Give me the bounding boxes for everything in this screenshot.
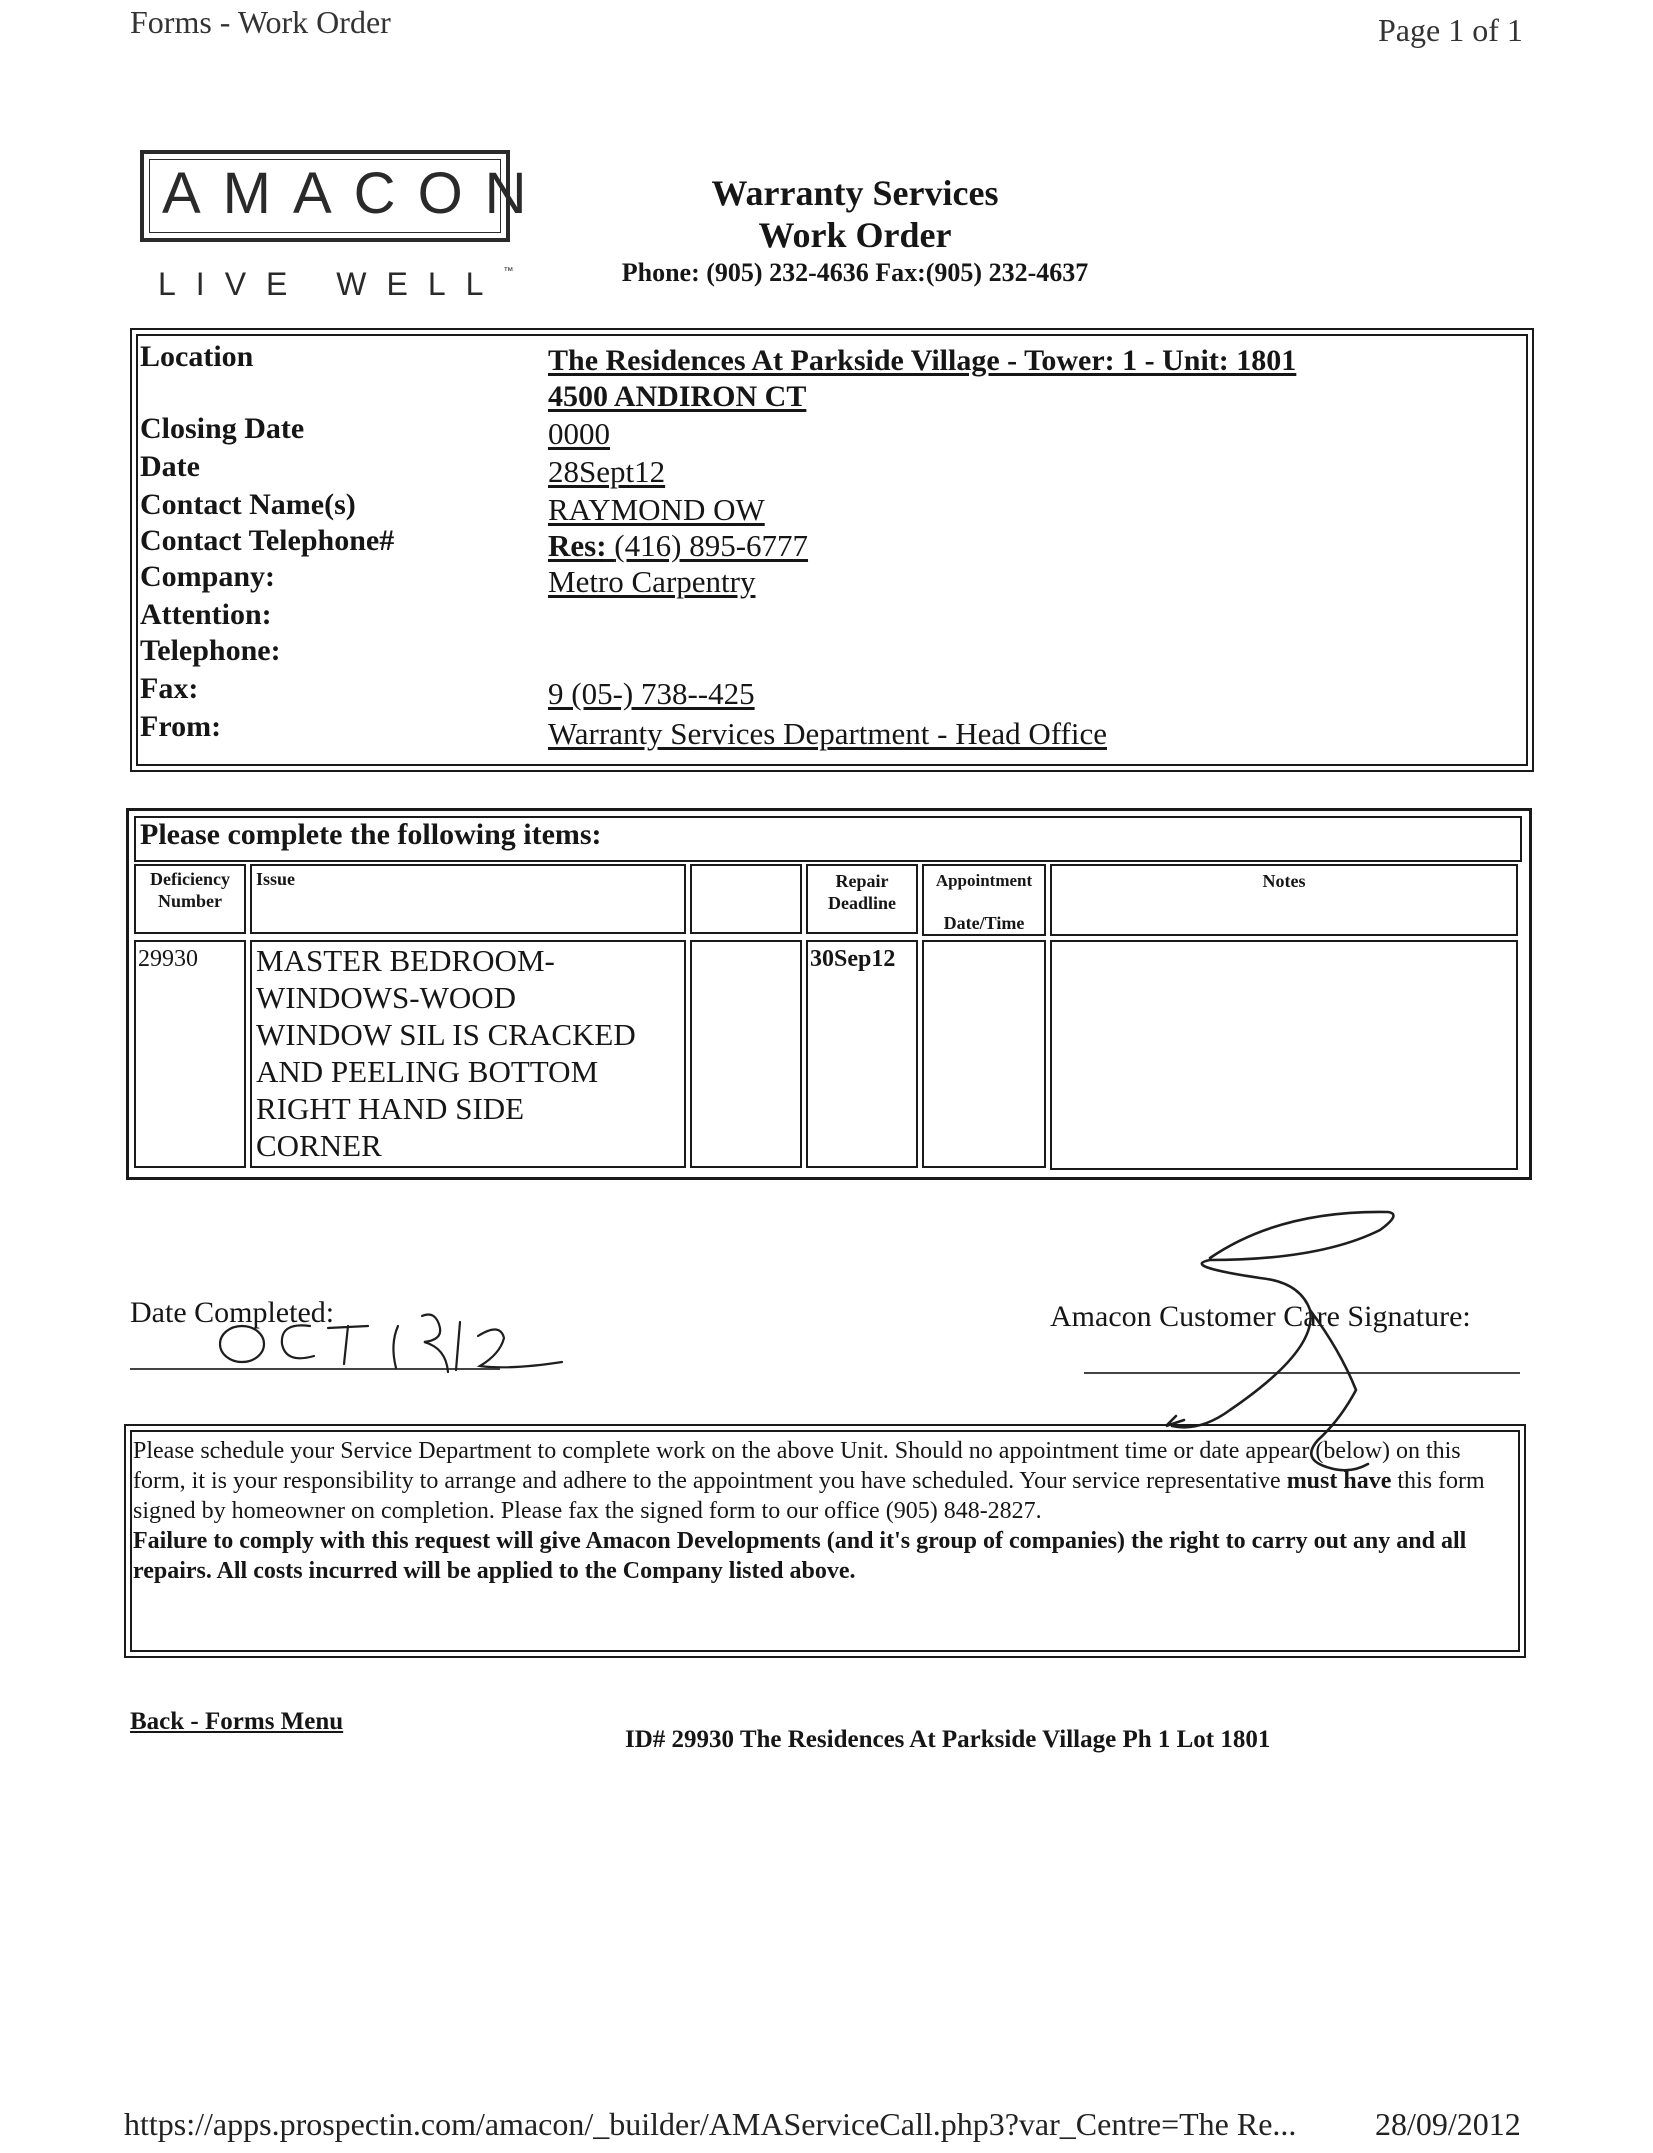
notice-text bbox=[133, 1436, 1503, 1586]
contact-telephone-label: Contact Telephone# bbox=[140, 524, 395, 557]
record-id-line: ID# 29930 The Residences At Parkside Village Ph 1 Lot 1801 bbox=[625, 1726, 1271, 1753]
handwritten-date: OCT 19/12 bbox=[210, 1380, 215, 1381]
fax-value: 9 (05-) 738--425 bbox=[548, 676, 755, 711]
deficiency-number-value: 29930 bbox=[138, 946, 198, 972]
row-blank bbox=[690, 940, 802, 1168]
date-value: 28Sept12 bbox=[548, 454, 666, 489]
tagline-text: LIVE WELL bbox=[158, 266, 504, 302]
notice-p1-start: Please schedule your Service Department to complete work on the above Unit. Should no appointment time or date appear (below) on this form, it is your responsibility to arrange and adhere to the appointment you have scheduled. Your service representative bbox=[133, 1438, 1461, 1494]
col-appt-line1: Appointment bbox=[935, 871, 1033, 890]
issue-line: CORNER bbox=[256, 1128, 382, 1163]
from-label: From: bbox=[140, 710, 222, 743]
col-repair-deadline bbox=[806, 864, 918, 934]
contact-name-value: RAYMOND OW bbox=[548, 492, 765, 527]
col-issue-text: Issue bbox=[256, 869, 296, 889]
notice-paragraph-2: Failure to comply with this request will give Amacon Developments (and it's group of companies) the right to carry out any and all repairs. All costs incurred will be applied to the Company listed above. bbox=[133, 1528, 1467, 1584]
issue-line: WINDOWS-WOOD bbox=[256, 980, 516, 1015]
row-deficiency-number bbox=[134, 940, 246, 1168]
col-deficiency-line2: Number bbox=[158, 891, 222, 911]
issue-line: MASTER BEDROOM- bbox=[256, 943, 555, 978]
col-appointment bbox=[922, 864, 1046, 936]
col-deficiency-line1: Deficiency bbox=[150, 869, 230, 889]
print-date: 28/09/2012 bbox=[1375, 2106, 1521, 2142]
col-repair-line1: Repair bbox=[835, 871, 889, 891]
from-value: Warranty Services Department - Head Office bbox=[548, 716, 1107, 751]
address-value: 4500 ANDIRON CT bbox=[548, 380, 807, 413]
amacon-tagline bbox=[158, 266, 513, 303]
items-heading: Please complete the following items: bbox=[140, 818, 602, 851]
notice-paragraph-1 bbox=[133, 1436, 1503, 1526]
issue-line: WINDOW SIL IS CRACKED bbox=[256, 1017, 636, 1052]
tel-prefix: Res: bbox=[548, 528, 607, 563]
notice-p1-end: this form signed by homeowner on completion. Please fax the signed form to our office (905) 848-2827. bbox=[133, 1468, 1485, 1524]
amacon-logo-text: AMACON bbox=[162, 161, 549, 226]
page-url: https://apps.prospectin.com/amacon/_builder/AMAServiceCall.php3?var_Centre=The Re... bbox=[124, 2106, 1297, 2142]
contact-name-label: Contact Name(s) bbox=[140, 488, 356, 521]
issue-line: RIGHT HAND SIDE bbox=[256, 1091, 525, 1126]
col-blank bbox=[690, 864, 802, 934]
row-issue bbox=[250, 940, 686, 1168]
contact-phone-fax: Phone: (905) 232-4636 Fax:(905) 232-4637 bbox=[621, 258, 1089, 287]
row-appointment bbox=[922, 940, 1046, 1168]
location-value: The Residences At Parkside Village - Tower: 1 - Unit: 1801 bbox=[548, 344, 1297, 377]
notice-p1-emphasis: must have bbox=[1286, 1468, 1392, 1494]
closing-date-label: Closing Date bbox=[140, 412, 305, 445]
col-appt-line2: Date/Time bbox=[943, 913, 1025, 933]
row-repair-deadline bbox=[806, 940, 918, 1168]
trademark-icon: ™ bbox=[503, 266, 514, 277]
date-completed-label: Date Completed: bbox=[130, 1296, 335, 1329]
back-forms-menu-link[interactable]: Back - Forms Menu bbox=[130, 1708, 344, 1735]
date-label: Date bbox=[140, 450, 200, 483]
handwritten-date-icon bbox=[210, 1282, 580, 1382]
form-title: Warranty Services bbox=[711, 173, 999, 213]
tel-number: (416) 895-6777 bbox=[614, 528, 809, 563]
col-notes-text: Notes bbox=[1262, 871, 1306, 891]
page-number: Page 1 of 1 bbox=[1378, 12, 1523, 48]
col-repair-line2: Deadline bbox=[827, 893, 896, 913]
telephone-label: Telephone: bbox=[140, 634, 281, 667]
contact-telephone-value bbox=[548, 528, 808, 564]
col-deficiency-number bbox=[134, 864, 246, 934]
attention-label: Attention: bbox=[140, 598, 272, 631]
location-label: Location bbox=[140, 340, 254, 373]
closing-date-value: 0000 bbox=[548, 416, 610, 451]
fax-label: Fax: bbox=[140, 672, 199, 705]
signature-label: Amacon Customer Care Signature: bbox=[1050, 1300, 1471, 1333]
col-notes bbox=[1050, 864, 1518, 936]
page-header-title: Forms - Work Order bbox=[130, 4, 391, 40]
company-value: Metro Carpentry bbox=[548, 564, 756, 599]
row-notes bbox=[1050, 940, 1518, 1170]
form-subtitle: Work Order bbox=[758, 215, 952, 255]
issue-line: AND PEELING BOTTOM bbox=[256, 1054, 599, 1089]
company-label: Company: bbox=[140, 560, 276, 593]
col-issue bbox=[250, 864, 686, 934]
repair-deadline-value: 30Sep12 bbox=[810, 946, 896, 972]
